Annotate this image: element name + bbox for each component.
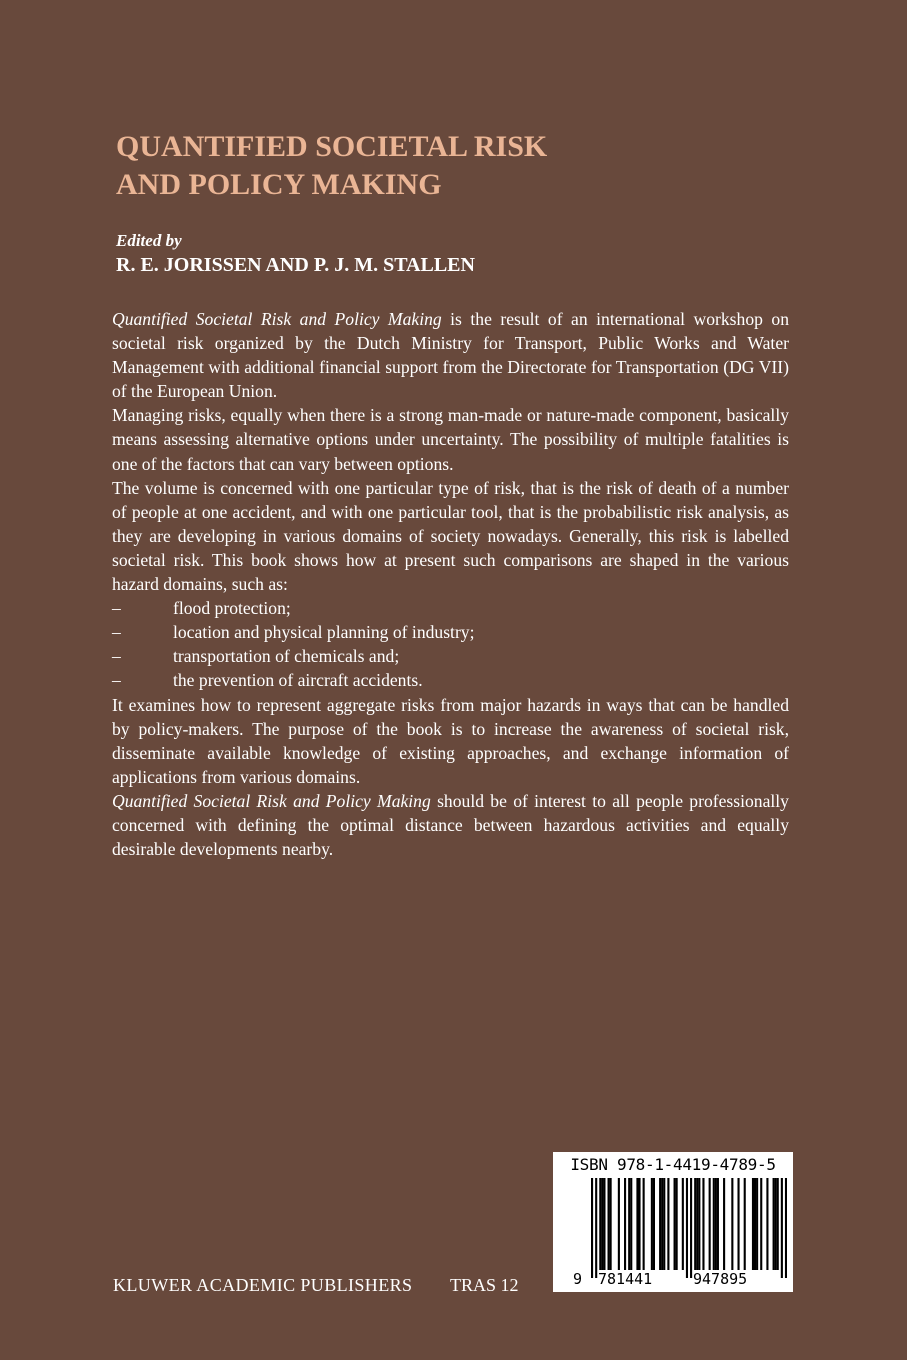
barcode-bar	[628, 1178, 630, 1270]
barcode-bar	[686, 1178, 688, 1278]
barcode-bar	[698, 1178, 700, 1270]
blurb-book-title: Quantified Societal Risk and Policy Making	[112, 790, 431, 811]
barcode-bar	[676, 1178, 678, 1270]
barcode-bar	[754, 1178, 756, 1270]
barcode-bar	[777, 1178, 779, 1270]
barcode-bar	[595, 1178, 597, 1278]
barcode-bar	[785, 1178, 787, 1278]
blurb-paragraph-5	[112, 789, 789, 861]
list-item-text: flood protection;	[173, 598, 291, 619]
barcode-bar	[723, 1178, 725, 1270]
hazard-domain-list	[112, 596, 789, 692]
barcode-bar	[591, 1178, 593, 1278]
barcode-bar	[682, 1178, 684, 1270]
barcode-digit-leading: 9	[573, 1270, 583, 1288]
barcode-digits-right: 947895	[693, 1270, 748, 1288]
barcode-bar	[696, 1178, 698, 1270]
blurb	[112, 307, 789, 861]
publisher-name: KLUWER ACADEMIC PUBLISHERS	[113, 1275, 413, 1295]
blurb-paragraph-2: Managing risks, equally when there is a strong man-made or nature-made component, basically means assessing alternative options under uncertainty. The possibility of multiple fatalities is one of the factors that can vary between options.	[112, 405, 789, 474]
barcode-bar	[731, 1178, 733, 1270]
isbn-label: ISBN 978-1-4419-4789-5	[570, 1155, 776, 1174]
list-item	[112, 620, 789, 644]
barcode-bar	[618, 1178, 620, 1270]
barcode-bar	[661, 1178, 663, 1270]
barcode-bar	[599, 1178, 601, 1270]
barcode-bar	[659, 1178, 661, 1270]
barcode-bar	[638, 1178, 640, 1270]
barcode-bar	[694, 1178, 696, 1270]
barcode-bar	[760, 1178, 762, 1270]
blurb-paragraph-5-text: should be of interest to all people professionally concerned with defining the optimal distance between hazardous activities and equally desirable developments nearby.	[112, 790, 789, 860]
barcode-bar	[702, 1178, 704, 1270]
barcode-bar	[674, 1178, 676, 1270]
blurb-paragraph-1-text: is the result of an international workshop on societal risk organized by the Dutch Ministry for Transport, Public Works and Water Management with additional financial support from the Directorate for Transportation (DG VII) of the European Union.	[112, 309, 789, 402]
blurb-paragraph-3: The volume is concerned with one particular type of risk, that is the risk of death of a number of people at one accident, and with one particular tool, that is the probabilistic risk analysis, as they are developing in various domains of society nowadays. Generally, this risk is labelled societal risk. This book shows how at present such comparisons are shaped in the various hazard domains, such as:	[112, 477, 789, 595]
bullet-dash: –	[112, 622, 121, 643]
barcode-bar	[663, 1178, 665, 1270]
editors-names: R. E. JORISSEN AND P. J. M. STALLEN	[116, 254, 475, 276]
barcode-bar	[630, 1178, 632, 1270]
barcode-bar	[601, 1178, 603, 1270]
barcode-bar	[715, 1178, 717, 1270]
list-item	[112, 596, 789, 620]
barcode-bar	[643, 1178, 645, 1270]
barcode-bar	[775, 1178, 777, 1270]
barcode-bar	[713, 1178, 715, 1270]
barcode-bar	[744, 1178, 746, 1270]
blurb-paragraph-1	[112, 307, 789, 403]
barcode-bars	[591, 1178, 787, 1278]
barcode-bar	[610, 1178, 612, 1270]
barcode-bar	[636, 1178, 638, 1270]
bullet-dash: –	[112, 646, 121, 667]
barcode-bar	[608, 1178, 610, 1270]
list-item-text: the prevention of aircraft accidents.	[173, 670, 423, 691]
list-item	[112, 668, 789, 692]
barcode-bar	[709, 1178, 711, 1270]
barcode-bar	[781, 1178, 783, 1278]
barcode-bar	[667, 1178, 669, 1270]
barcode-bar	[653, 1178, 655, 1270]
barcode-bar	[603, 1178, 605, 1270]
book-title	[116, 128, 547, 204]
barcode-bar	[756, 1178, 758, 1270]
barcode-bar	[752, 1178, 754, 1270]
barcode-bar	[651, 1178, 653, 1270]
barcode-bar	[690, 1178, 692, 1278]
barcode-bar	[737, 1178, 739, 1270]
barcode-bar	[766, 1178, 768, 1270]
isbn-barcode	[553, 1152, 793, 1292]
blurb-book-title: Quantified Societal Risk and Policy Making	[112, 309, 442, 329]
series-label: TRAS 12	[450, 1275, 519, 1295]
barcode-digits-left: 781441	[598, 1270, 653, 1288]
list-item-text: location and physical planning of industry;	[173, 622, 475, 643]
blurb-paragraph-4: It examines how to represent aggregate risks from major hazards in ways that can be handled by policy-makers. The purpose of the book is to increase the awareness of societal risk, disseminate available knowledge of existing approaches, and exchange information of applications from various domains.	[112, 694, 789, 787]
bullet-dash: –	[112, 598, 121, 619]
edited-by-label: Edited by	[116, 231, 182, 250]
list-item-text: transportation of chemicals and;	[173, 646, 400, 667]
barcode-bar	[773, 1178, 775, 1270]
book-title-line-2: AND POLICY MAKING	[116, 168, 442, 201]
barcode-bar	[624, 1178, 626, 1270]
barcode-bar	[717, 1178, 719, 1270]
bullet-dash: –	[112, 670, 121, 691]
book-title-line-1: QUANTIFIED SOCIETAL RISK	[116, 130, 548, 163]
list-item	[112, 644, 789, 668]
